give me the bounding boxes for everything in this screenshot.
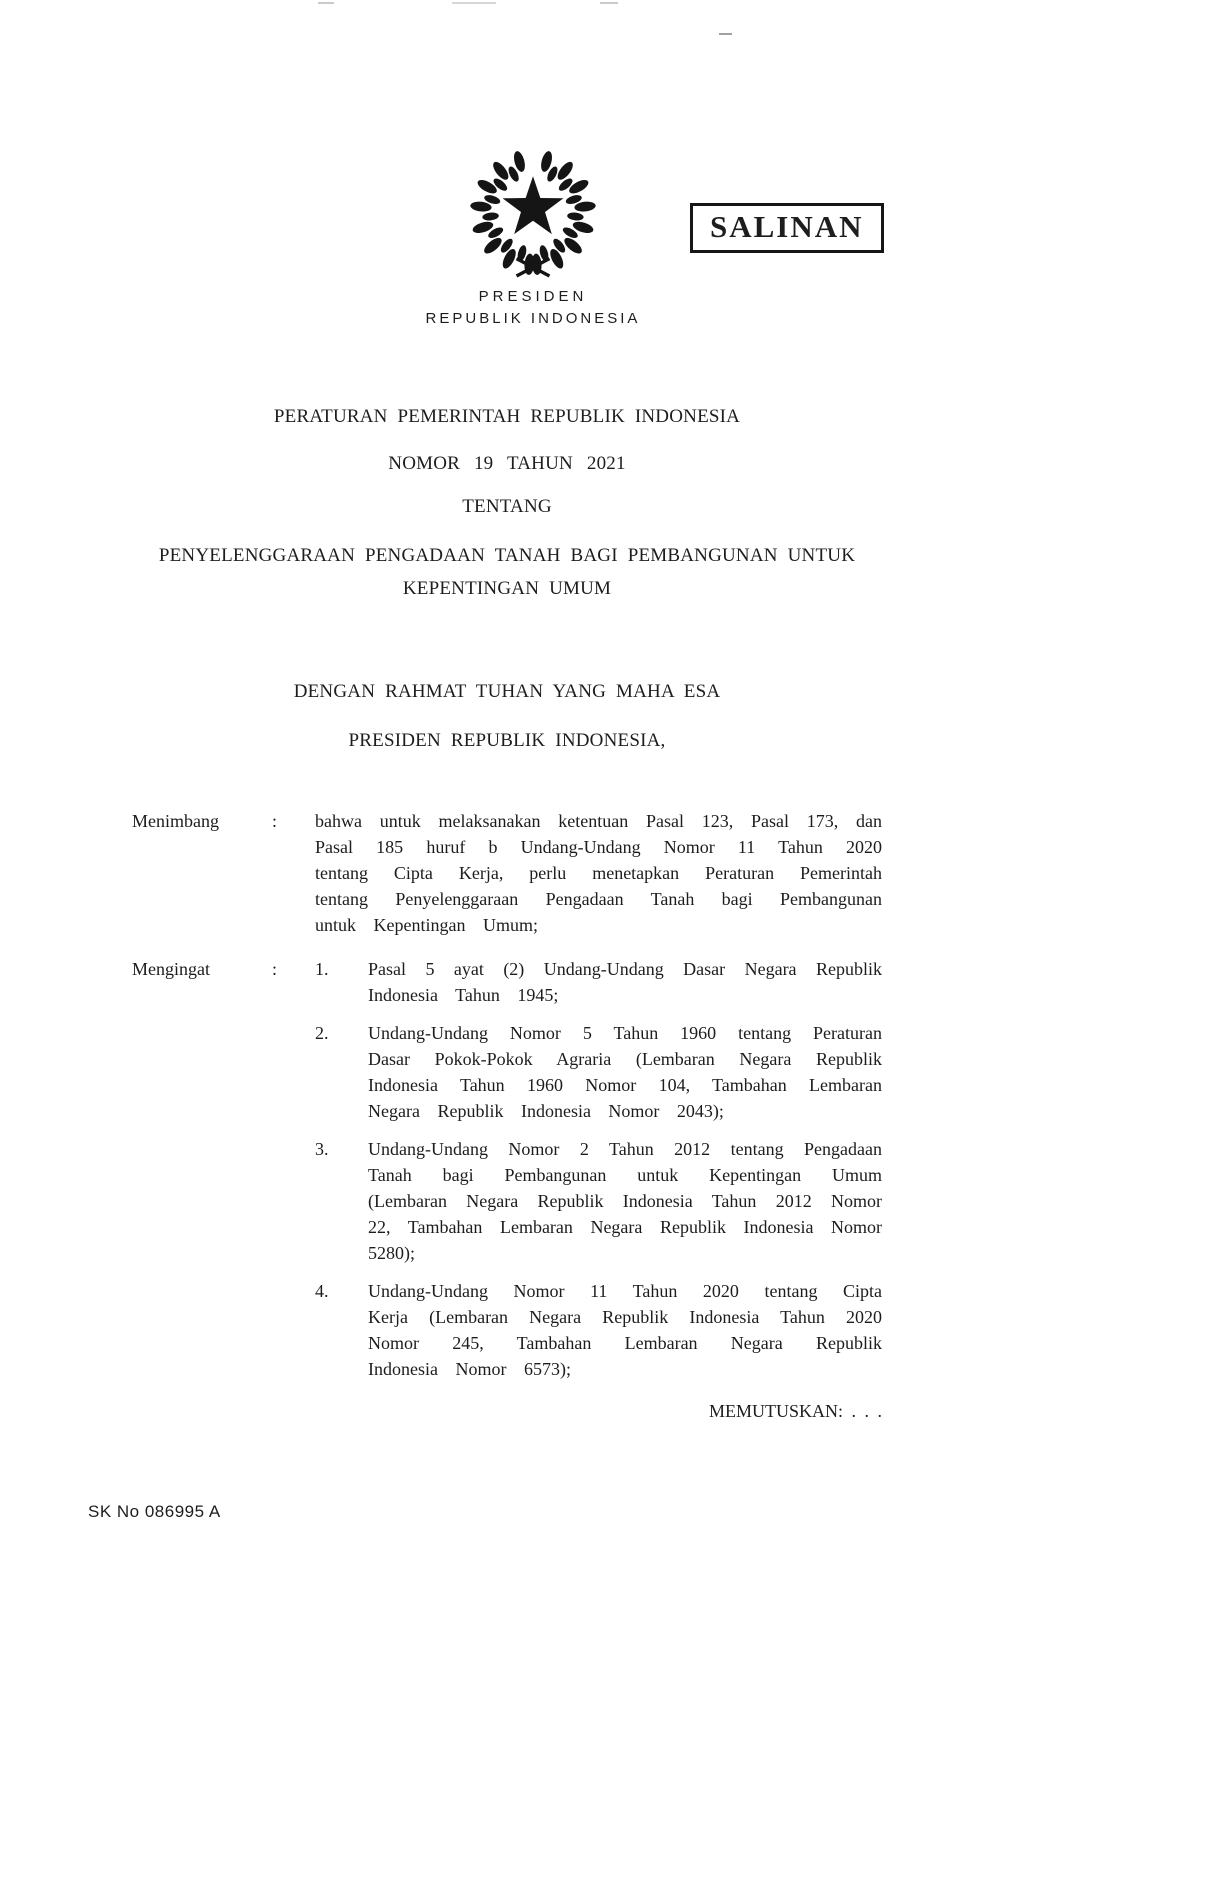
salinan-stamp: SALINAN	[690, 203, 884, 253]
mengingat-item	[132, 956, 882, 1008]
mengingat-item	[132, 1136, 882, 1266]
item-number: 3.	[315, 1139, 329, 1159]
document-control-code: SK No 086995 A	[88, 1502, 221, 1521]
letterhead-republik-indonesia: REPUBLIK INDONESIA	[425, 310, 641, 327]
scan-artifact	[600, 2, 618, 4]
item-text: Undang-Undang Nomor 11 Tahun 2020 tentang Cipta Kerja (Lembaran Negara Republik Indonesia Tahun 2020 Nomor 245, Tambahan Lembaran Negara Republik Indonesia Nomor 6573);	[368, 1281, 882, 1379]
preamble-body	[132, 808, 882, 1424]
item-text: Undang-Undang Nomor 5 Tahun 1960 tentang Peraturan Dasar Pokok-Pokok Agraria (Lembaran Negara Republik Indonesia Tahun 1960 Nomor 104, Tambahan Lembaran Negara Republik Indonesia Nomor 2043);	[368, 1023, 882, 1121]
item-number: 4.	[315, 1281, 329, 1301]
mengingat-label: Mengingat	[132, 959, 210, 979]
letterhead-presiden: PRESIDEN	[478, 288, 588, 305]
doc-invocation: DENGAN RAHMAT TUHAN YANG MAHA ESA	[293, 681, 721, 702]
menimbang-text: bahwa untuk melaksanakan ketentuan Pasal 123, Pasal 173, dan Pasal 185 huruf b Undang-Undang Nomor 11 Tahun 2020 tentang Cipta Kerja, perlu menetapkan Peraturan Pemerintah tentang Penyelenggaraan Pengadaan Tanah bagi Pembangunan untuk Kepentingan Umum;	[315, 811, 882, 935]
menimbang-section	[132, 808, 882, 938]
mengingat-section	[132, 956, 882, 1382]
doc-authority: PRESIDEN REPUBLIK INDONESIA,	[348, 730, 666, 751]
mengingat-item	[132, 1278, 882, 1382]
mengingat-item	[132, 1020, 882, 1124]
letterhead	[158, 146, 908, 327]
mengingat-colon: :	[272, 959, 278, 979]
doc-tentang: TENTANG	[462, 496, 552, 517]
menimbang-label: Menimbang	[132, 811, 219, 831]
item-text: Undang-Undang Nomor 2 Tahun 2012 tentang Pengadaan Tanah bagi Pembangunan untuk Kepentingan Umum (Lembaran Negara Republik Indonesia Tahun 2012 Nomor 22, Tambahan Lembaran Negara Republik Indonesia Nomor 5280);	[368, 1139, 882, 1263]
item-number: 2.	[315, 1023, 329, 1043]
doc-number: NOMOR 19 TAHUN 2021	[388, 453, 626, 474]
doc-title: PERATURAN PEMERINTAH REPUBLIK INDONESIA	[273, 406, 741, 427]
memutuskan-line: MEMUTUSKAN: . . .	[708, 1401, 882, 1421]
scan-artifact	[452, 2, 496, 4]
presidential-star-wreath-icon	[470, 146, 596, 282]
doc-subject: PENYELENGGARAAN PENGADAAN TANAH BAGI PEMBANGUNAN UNTUK KEPENTINGAN UMUM	[158, 545, 856, 599]
item-number: 1.	[315, 959, 329, 979]
scan-artifact	[719, 33, 732, 35]
item-text: Pasal 5 ayat (2) Undang-Undang Dasar Negara Republik Indonesia Tahun 1945;	[368, 959, 882, 1005]
scan-artifact	[318, 2, 334, 4]
menimbang-colon: :	[272, 811, 278, 831]
